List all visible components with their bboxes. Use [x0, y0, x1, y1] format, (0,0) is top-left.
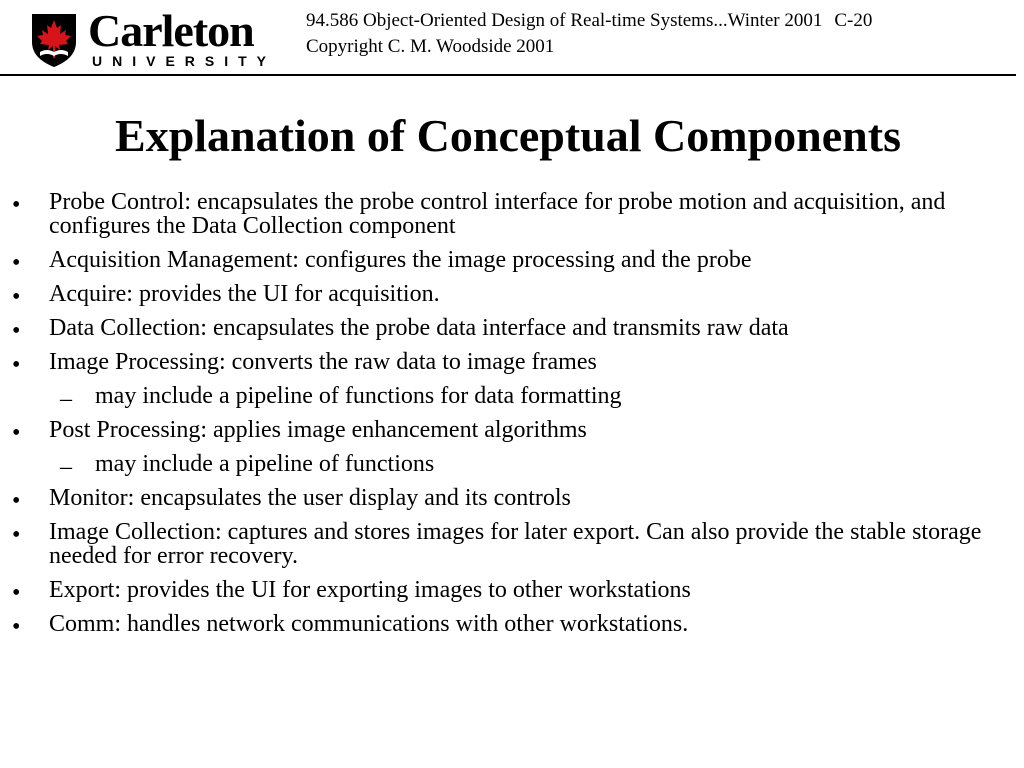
bullet-text: may include a pipeline of functions: [95, 451, 435, 477]
carleton-logo: [30, 5, 277, 70]
header-divider: [0, 74, 1016, 76]
bullet-marker: •: [12, 192, 21, 218]
copyright-line: Copyright C. M. Woodside 2001: [306, 36, 555, 57]
bullet-marker: •: [12, 318, 21, 344]
bullet-text: Comm: handles network communications with other workstations.: [49, 611, 689, 637]
bullet-text: Monitor: encapsulates the user display and its controls: [49, 485, 571, 511]
sub-bullet-item: [0, 383, 1024, 412]
slide-title: Explanation of Conceptual Components: [115, 110, 901, 161]
bullet-text: Image Collection: captures and stores images for later export. Can also provide the stable storage needed for error recovery.: [49, 519, 982, 569]
bullet-item: [0, 247, 1024, 276]
bullet-item: [0, 611, 1024, 640]
bullet-text: Acquire: provides the UI for acquisition.: [49, 281, 440, 307]
bullet-marker: •: [12, 352, 21, 378]
bullet-item: [0, 315, 1024, 344]
bullet-marker: •: [12, 614, 21, 640]
slide-code: C-20: [834, 10, 873, 31]
bullet-item: [0, 190, 1024, 238]
bullet-text: Image Processing: converts the raw data to image frames: [49, 349, 597, 375]
bullet-item: [0, 485, 1024, 514]
bullet-marker: •: [12, 420, 21, 446]
bullet-item: [0, 417, 1024, 446]
course-line: 94.586 Object-Oriented Design of Real-time Systems...Winter 2001: [306, 10, 823, 31]
bullet-text: Data Collection: encapsulates the probe data interface and transmits raw data: [49, 315, 789, 341]
bullet-item: [0, 281, 1024, 310]
bullet-item: [0, 577, 1024, 606]
bullet-marker: •: [12, 488, 21, 514]
dash-marker: –: [60, 386, 72, 412]
bullet-marker: •: [12, 522, 21, 548]
sub-bullet-item: [0, 451, 1024, 480]
course-info: [306, 8, 872, 60]
bullet-text: may include a pipeline of functions for data formatting: [95, 383, 622, 409]
bullet-text: Acquisition Management: configures the image processing and the probe: [49, 247, 752, 273]
bullet-marker: •: [12, 284, 21, 310]
dash-marker: –: [60, 454, 72, 480]
bullet-text: Export: provides the UI for exporting images to other workstations: [49, 577, 691, 603]
bullet-item: [0, 520, 1024, 568]
bullet-marker: •: [12, 250, 21, 276]
slide-header: [0, 0, 1024, 76]
bullet-text: Post Processing: applies image enhancement algorithms: [49, 417, 587, 443]
bullet-marker: •: [12, 580, 21, 606]
maple-leaf-shield-icon: [30, 12, 78, 68]
bullet-item: [0, 349, 1024, 378]
bullet-text: Probe Control: encapsulates the probe control interface for probe motion and acquisition, and configures the Data Collection component: [49, 189, 946, 239]
bullet-list: [0, 186, 1024, 640]
logo-wordmark: Carleton: [88, 5, 254, 56]
logo-university: UNIVERSITY: [92, 53, 277, 69]
